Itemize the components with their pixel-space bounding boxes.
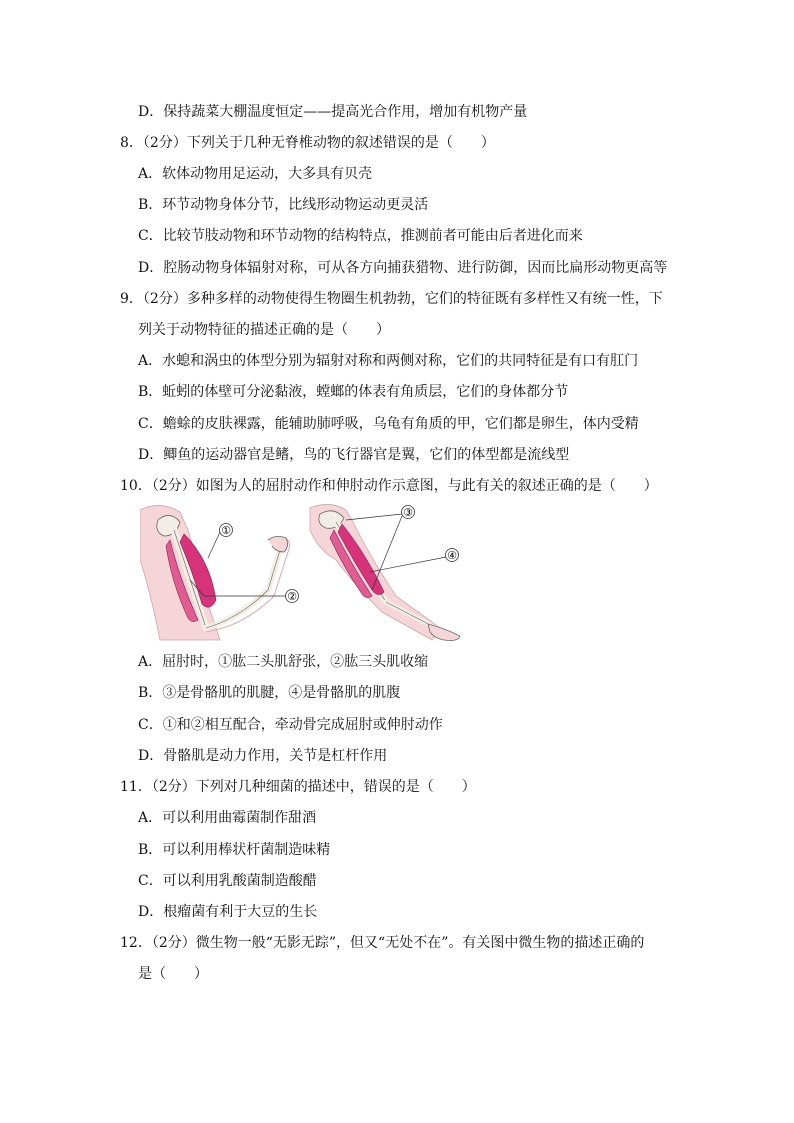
q9-option-b: B．蚯蚓的体壁可分泌黏液，螳螂的体表有角质层，它们的身体都分节: [138, 384, 569, 400]
q11-option-d: D．根瘤菌有利于大豆的生长: [138, 904, 318, 920]
q11-option-b: B．可以利用棒状杆菌制造味精: [138, 842, 331, 858]
q11-option-c: C．可以利用乳酸菌制造酸醋: [138, 873, 317, 889]
q9-option-d: D．鲫鱼的运动器官是鳍，鸟的飞行器官是翼，它们的体型都是流线型: [138, 447, 570, 463]
q9-stem-line2: 列关于动物特征的描述正确的是（ ）: [138, 322, 390, 338]
label-1: ①: [221, 524, 231, 537]
q8-option-b: B．环节动物身体分节，比线形动物运动更灵活: [138, 197, 429, 213]
q11-option-a: A．可以利用曲霉菌制作甜酒: [138, 810, 317, 826]
q10-stem: 10．（2分）如图为人的屈肘动作和伸肘动作示意图，与此有关的叙述正确的是（ ）: [120, 478, 658, 494]
q8-option-c: C．比较节肢动物和环节动物的结构特点，推测前者可能由后者进化而来: [138, 228, 583, 244]
q9-option-c: C．蟾蜍的皮肤裸露，能辅助肺呼吸，乌龟有角质的甲，它们都是卵生，体内受精: [138, 416, 639, 432]
q10-option-a: A．屈肘时，①肱二头肌舒张，②肱三头肌收缩: [138, 654, 429, 670]
label-2: ②: [287, 590, 297, 603]
flexed-arm-illustration: [140, 505, 299, 640]
label-4: ④: [447, 549, 457, 562]
q8-option-a: A．软体动物用足运动，大多具有贝壳: [138, 166, 373, 182]
arm-flexion-extension-figure: [140, 500, 470, 648]
q12-stem-line1: 12．（2分）微生物一般“无影无踪”，但又“无处不在”。有关图中微生物的描述正确的: [120, 935, 645, 951]
extended-arm-illustration: [310, 504, 460, 640]
q11-stem: 11．（2分）下列对几种细菌的描述中，错误的是（ ）: [120, 779, 476, 795]
q8-stem: 8．（2分）下列关于几种无脊椎动物的叙述错误的是（ ）: [120, 135, 495, 151]
q10-option-d: D．骨骼肌是动力作用，关节是杠杆作用: [138, 748, 388, 764]
q8-option-d: D．腔肠动物身体辐射对称，可从各方向捕获猎物、进行防御，因而比扁形动物更高等: [138, 260, 668, 276]
q10-option-b: B．③是骨骼肌的肌腱，④是骨骼肌的肌腹: [138, 685, 401, 701]
q12-stem-line2: 是（ ）: [138, 966, 208, 982]
label-3: ③: [403, 506, 413, 519]
q10-option-c: C．①和②相互配合，牵动骨完成屈肘或伸肘动作: [138, 717, 443, 733]
q7-option-d: D．保持蔬菜大棚温度恒定——提高光合作用，增加有机物产量: [138, 104, 528, 120]
q9-stem-line1: 9．（2分）多种多样的动物使得生物圈生机勃勃，它们的特征既有多样性又有统一性，下: [120, 291, 663, 307]
q9-option-a: A．水螅和涡虫的体型分别为辐射对称和两侧对称，它们的共同特征是有口有肛门: [138, 353, 639, 369]
